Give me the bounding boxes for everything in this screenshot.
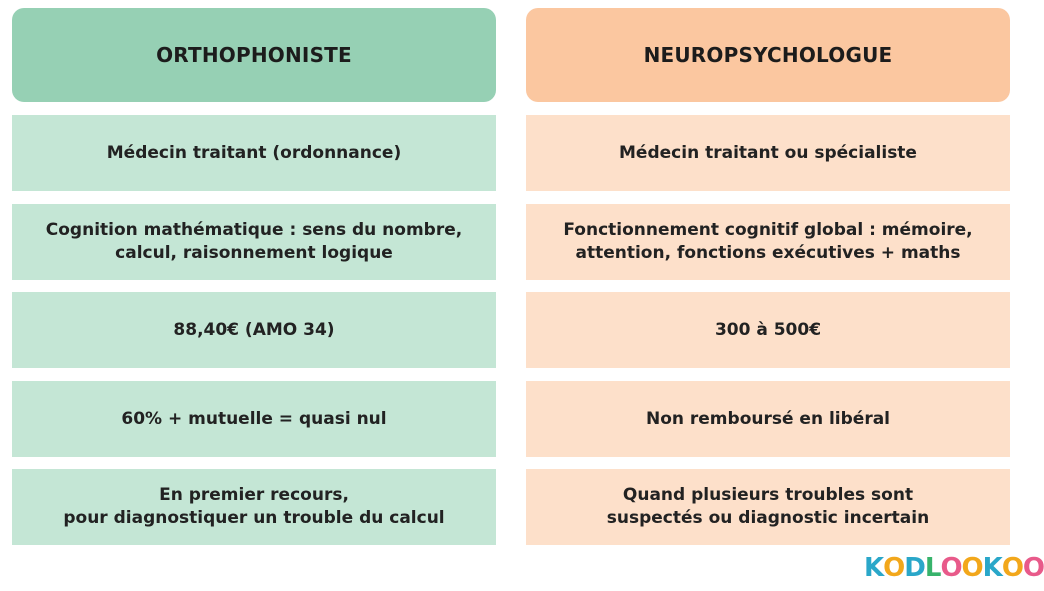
cell-orthophoniste-prescripteur: Médecin traitant (ordonnance): [12, 115, 496, 191]
logo-letter: O: [883, 553, 905, 583]
cell-neuropsychologue-domaine: Fonctionnement cognitif global : mémoire, attention, fonctions exécutives + maths: [526, 204, 1010, 280]
cell-neuropsychologue-prescripteur: Médecin traitant ou spécialiste: [526, 115, 1010, 191]
kidlooko-logo: [864, 552, 1044, 584]
cell-neuropsychologue-quand: Quand plusieurs troubles sont suspectés ou diagnostic incertain: [526, 469, 1010, 545]
logo-letter: K: [982, 553, 1002, 583]
cell-orthophoniste-domaine: Cognition mathématique : sens du nombre, calcul, raisonnement logique: [12, 204, 496, 280]
logo-letter: O: [940, 553, 962, 583]
cell-neuropsychologue-tarif: 300 à 500€: [526, 292, 1010, 368]
logo-letter: O: [961, 553, 983, 583]
cell-neuropsychologue-remboursement: Non remboursé en libéral: [526, 381, 1010, 457]
logo-letter: L: [924, 553, 941, 583]
header-orthophoniste: ORTHOPHONISTE: [12, 8, 496, 102]
cell-orthophoniste-quand: En premier recours, pour diagnostiquer un trouble du calcul: [12, 469, 496, 545]
logo-letter: D: [904, 553, 925, 583]
cell-orthophoniste-tarif: 88,40€ (AMO 34): [12, 292, 496, 368]
logo-letter: O: [1001, 553, 1023, 583]
header-neuropsychologue: NEUROPSYCHOLOGUE: [526, 8, 1010, 102]
logo-letter: O: [1022, 553, 1044, 583]
cell-orthophoniste-remboursement: 60% + mutuelle = quasi nul: [12, 381, 496, 457]
logo-letter: K: [864, 553, 884, 583]
